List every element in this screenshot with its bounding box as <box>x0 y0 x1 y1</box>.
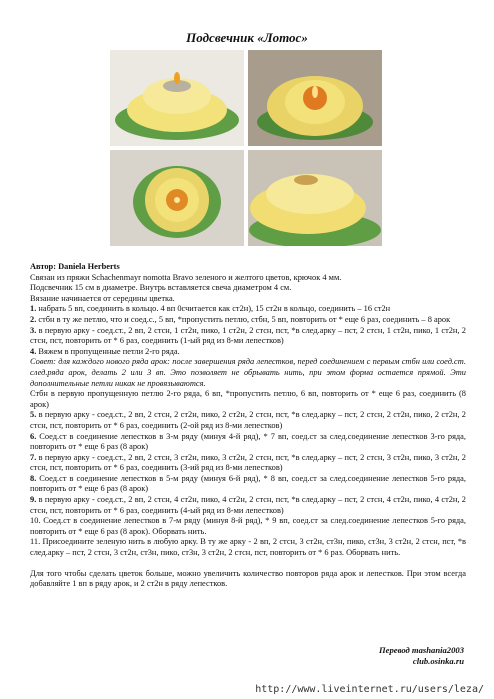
step-text: Вяжем в пропущенные петли 2-го ряда. <box>36 346 180 356</box>
photo-collage <box>110 50 382 246</box>
step-5 <box>30 410 466 431</box>
step-text: в первую арку - соед.ст., 2 вп, 2 стсн, 1 ст2н, пико, 1 ст2н, 2 стсн, пст, *в след.арку – пст, 2 стсн, 1 ст2н, пико, 1 ст2н, 2 стсн, пст, повторить от * 6 раз, соединить (1-ый ряд из 8-ми лепестков) <box>30 325 466 346</box>
step-text: стбн в ту же петлю, что и соед.с., 5 вп, *пропустить петлю, стбн, 5 вп, повторить от * еще 6 раз, соединить – 8 арок <box>36 314 451 324</box>
step-text: Соед.ст в соединение лепестков в 3-м ряду (минуя 4-й ряд), * 7 вп, соед.ст за след.соединение лепестков 3-го ряда, повторить от * еще 6 раз (8 арок) <box>30 431 466 452</box>
translator-signature <box>379 645 464 667</box>
step-6 <box>30 432 466 453</box>
step-1 <box>30 304 466 315</box>
source-site: club.osinka.ru <box>412 656 464 666</box>
lotus-candle-photo-top <box>110 150 244 246</box>
lotus-candle-photo-side <box>110 50 244 146</box>
step-2 <box>30 315 466 326</box>
step-number: 1. <box>30 304 37 314</box>
step-8 <box>30 474 466 495</box>
lotus-candle-photo-lit <box>248 50 382 146</box>
step-number: 5. <box>30 410 37 420</box>
step-text: в первую арку - соед.ст., 2 вп, 2 стсн, 3 ст2н, пико, 3 ст2н, 2 стсн, пст, *в след.арку – пст, 2 стсн, 3 ст2н, пико, 3 ст2н, 2 стсн, пст, повторить от * 6 раз, соединить (3-ий ряд из 8-ми лепестков) <box>30 452 466 473</box>
step-text: в первую арку - соед.ст., 2 вп, 2 стсн, 4 ст2н, пико, 4 ст2н, 2 стсн, пст, *в след.арку – пст, 2 стсн, 4 ст2н, пико, 4 ст2н, 2 стсн, пст, повторить от * 6 раз, соединить (4-ый ряд из 8-ми лепестков) <box>30 495 466 515</box>
step-number: 4. <box>30 346 37 356</box>
lotus-candle-photo-top-icon <box>110 150 244 246</box>
instructions <box>30 262 466 590</box>
step-text: набрать 5 вп, соединить в кольцо. 4 вп 0считается как ст2н), 15 ст2н в кольцо, соединить – 16 ст2н <box>36 304 391 314</box>
step-number: 6. <box>30 431 37 441</box>
tip-note: Совет: для каждого нового ряда арок: после завершения ряда лепестков, перед соединением с первым стбн или соед.ст. след.ряда арок, делать 2 или 3 вп. Это позволяет не обрывать нить, при этом форма остается прямой. Эти дополнительные петли никак не провязываются. <box>30 357 466 388</box>
lotus-candle-photo-closeup-icon <box>248 150 382 246</box>
final-note: Для того чтобы сделать цветок больше, можно увеличить количество повторов ряда арок и лепестков. При этом всегда добавляйте 1 вп в ряду арок, и 2 ст2н в ряду лепестков. <box>30 568 466 589</box>
yarn-info: Связан из пряжи Schachenmayr nomotta Bravo зеленого и желтого цветов, крючок 4 мм. <box>30 272 342 282</box>
step-number: 7. <box>30 452 37 462</box>
lotus-candle-photo-lit-icon <box>248 50 382 146</box>
step-7 <box>30 453 466 474</box>
lotus-candle-photo-closeup <box>248 150 382 246</box>
step-number: 9. <box>30 495 37 505</box>
size-info: Подсвечник 15 см в диаметре. Внутрь вставляется свеча диаметром 4 см. <box>30 283 292 293</box>
step-number: 8. <box>30 473 37 483</box>
page-title: Подсвечник «Лотос» <box>186 30 308 45</box>
start-info: Вязание начинается от середины цветка. <box>30 293 175 303</box>
step-number: 2. <box>30 314 37 324</box>
step-4 <box>30 347 466 358</box>
author: Автор: Daniela Herberts <box>30 262 120 271</box>
step-11: 11. Присоедините зеленую нить в любую арку. В ту же арку - 2 вп, 2 стсн, 3 ст2н, ст3н, пико, ст3н, 3 ст2н, 2 стсн, пст, *в след.арку – пст, 2 стсн, 3 ст2н, ст3н, пико, ст3н, 3 ст2н, 2 стсн, пст, повторить от * 6 раз. Оборвать нить. <box>30 537 466 558</box>
translator-name: Перевод mashania2003 <box>379 645 464 655</box>
step-text: Соед.ст в соединение лепестков в 5-м ряду (минуя 6-й ряд), * 8 вп, соед.ст за след.соединение лепестков 5-го ряда, повторить от * еще 6 раз (8 арок) <box>30 473 466 494</box>
source-url[interactable]: http://www.liveinternet.ru/users/leza/ <box>255 684 484 695</box>
step-4-continued: Стбн в первую пропущенную петлю 2-го ряда, 6 вп, *пропустить петлю, 6 вп, повторить от * еще 6 раз, соединить (8 арок) <box>30 389 466 409</box>
step-3 <box>30 326 466 347</box>
step-9 <box>30 495 466 516</box>
step-10: 10. Соед.ст в соединение лепестков в 7-м ряду (минуя 8-й ряд), * 9 вп, соед.ст за след.соединение лепестков 5-го ряда, повторить от * еще 6 раз (8 арок). Оборвать нить. <box>30 516 466 536</box>
step-text: в первую арку - соед.ст., 2 вп, 2 стсн, 2 ст2н, пико, 2 ст2н, 2 стсн, пст, *в след.арку – пст, 2 стсн, 2 ст2н, пико, 2 ст2н, 2 стсн, пст, повторить от * 6 раз, соединить (2-ой ряд из 8-ми лепестков) <box>30 410 466 430</box>
lotus-candle-photo-side-icon <box>110 50 244 146</box>
step-number: 3. <box>30 325 37 335</box>
